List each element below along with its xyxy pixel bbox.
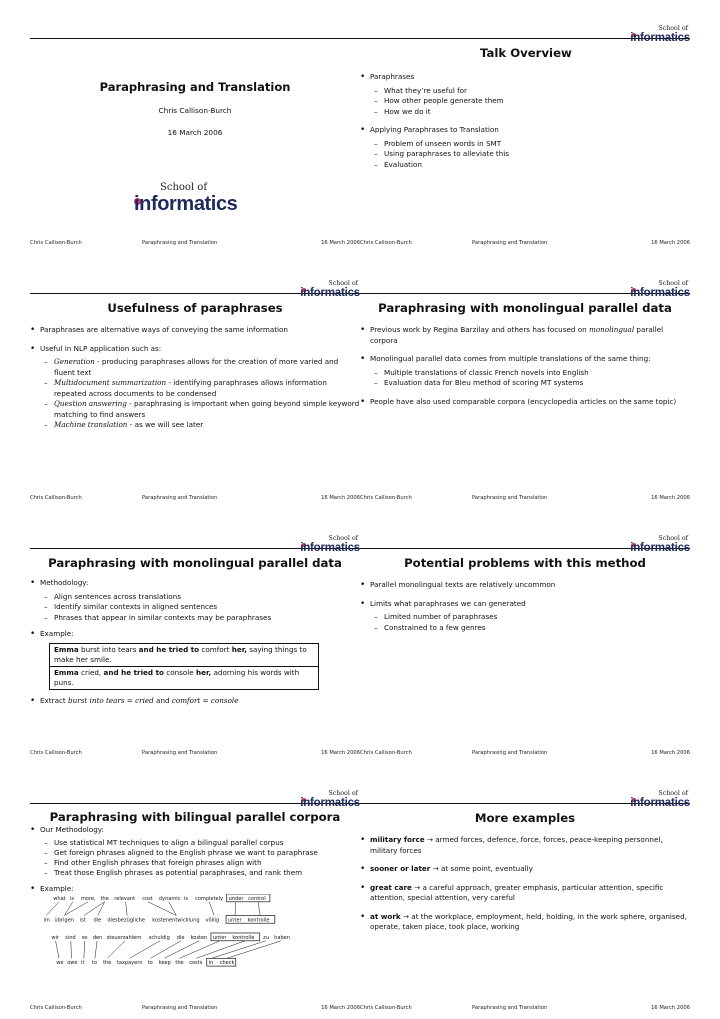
slide-overview: School of informatics Talk Overview • Paraphrases – What they’re useful for – How other people generate them – How we do it • Applying Paraphrases to Translation – Problem of unseen words in SMT – Using paraphrases to alleviate this – Evaluation Chris Callison-Burch Paraphrasing and Translation 16 March 2006 xyxy=(360,22,690,257)
alignment-word: to xyxy=(92,960,98,967)
slide-title: Paraphrasing and Translation Chris Callison-Burch 16 March 2006 School of informatics Chris Callison-Burch Paraphrasing and Translation 16 March 2006 xyxy=(30,22,360,257)
alignment-word: control xyxy=(248,895,266,902)
alignment-link xyxy=(164,941,199,959)
alignment-link xyxy=(126,902,128,916)
alignment-link xyxy=(64,902,88,916)
title-slide-author: Chris Callison-Burch xyxy=(158,106,232,115)
alignment-word: costs xyxy=(189,960,203,967)
example-box: Emma burst into tears and he tried to comfort her, saying things to make her smile. Emma cried, and he tried to console her, adorning his words with puns. xyxy=(49,643,319,690)
alignment-link xyxy=(209,902,214,916)
slide-monolingual: School of informatics Paraphrasing with monolingual parallel data • Previous work by Regina Barzilay and others has focused on monolingual parallel corpora • Monolingual parallel data comes from multiple translations of the same thing: – Multiple translations of classic French novels into English – Evaluation data for Bleu method of scoring MT systems • People have also used comparable corpora (encyclopedia articles on the same topic) Chris Callison-Burch Paraphrasing and Translation 16 March 2006 xyxy=(360,277,690,512)
alignment-word: relevant xyxy=(114,895,136,902)
alignment-word: more, xyxy=(80,895,96,902)
informatics-logo: School of informatics xyxy=(300,280,360,299)
alignment-link xyxy=(258,902,260,916)
alignment-word: diesbezügliche xyxy=(107,917,145,924)
slide-heading: Potential problems with this method xyxy=(404,556,646,570)
alignment-link xyxy=(95,941,97,959)
alignment-word: im xyxy=(43,917,50,924)
alignment-link xyxy=(148,902,176,916)
informatics-logo: School of informatics xyxy=(630,790,690,809)
slide-heading: Talk Overview xyxy=(480,46,572,60)
alignment-word: übrigen xyxy=(54,917,74,924)
informatics-logo: School of informatics xyxy=(300,790,360,809)
slide-heading: Paraphrasing with monolingual parallel data xyxy=(378,301,672,315)
alignment-word: check xyxy=(219,960,235,967)
slide-heading: More examples xyxy=(474,811,576,825)
alignment-link xyxy=(227,941,281,959)
word-alignment-figure xyxy=(28,894,328,970)
slide-more-examples: School of informatics More examples • military force → armed forces, defence, force, forces, peace-keeping personnel, military forces • sooner or later → at some point, eventually • great care → a careful approach, greater emphasis, particular attention, specific attention, special attention, very careful • at work → at the workplace, employment, held, holding, in the work sphere, organised, operate, taken place, took place, working Chris Callison-Burch Paraphrasing and Translation 16 March 2006 xyxy=(360,787,690,1019)
alignment-word: unter xyxy=(227,917,242,924)
alignment-word: schuldig xyxy=(148,934,170,941)
alignment-word: es xyxy=(81,934,88,941)
alignment-word: what xyxy=(53,895,66,902)
alignment-word: keep xyxy=(158,960,171,967)
alignment-word: it xyxy=(81,960,85,967)
alignment-link xyxy=(84,902,105,916)
alignment-word: is xyxy=(69,895,74,902)
alignment-link xyxy=(64,902,72,916)
title-slide-date: 16 March 2006 xyxy=(167,128,223,137)
informatics-logo-large: School of informatics xyxy=(134,182,238,215)
alignment-link xyxy=(180,941,220,959)
slide-usefulness: School of informatics Usefulness of paraphrases • Paraphrases are alternative ways of conveying the same information • Useful in NLP application such as: – Generation - producing paraphrases allows for the creation of more varied and fluent text – Multidocument summarization - identifying paraphrases allows information repeated across documents to be condensed – Question answering - paraphrasing is important when going beyond simple keyword matching to find answers – Machine translation - as we will see later Chris Callison-Burch Paraphrasing and Translation 16 March 2006 xyxy=(30,277,360,512)
alignment-word: haben xyxy=(274,934,290,941)
alignment-word: kontrolle xyxy=(232,934,255,941)
alignment-word: to xyxy=(147,960,153,967)
alignment-link xyxy=(196,941,245,959)
slide-bilingual: School of informatics Paraphrasing with bilingual parallel corpora • Our Methodology: – Use statistical MT techniques to align a bilingual parallel corpus – Get foreign phrases aligned to the English phrase we want to paraphrase – Find other English phrases that foreign phrases align with – Treat those English phrases as potential paraphrases, and rank them • Example: what is more, the relevant cost dynamic is completely under control im übrigen ist die diesbezügliche kostenentwicklung völlig unter kontrolle wir sind es den steuerzahlern schuldig die kosten unter kontrolle zu haben we owe it to the taxpayers to keep the costs in check Chris Callison-Burch Paraphrasing and Translation 16 March 2006 xyxy=(30,787,360,1019)
alignment-word: unter xyxy=(212,934,227,941)
informatics-logo: School of informatics xyxy=(630,280,690,299)
alignment-word: zu xyxy=(263,934,270,941)
alignment-word: the xyxy=(100,895,109,902)
alignment-link xyxy=(235,902,236,916)
alignment-word: we xyxy=(56,960,64,967)
alignment-link xyxy=(46,902,59,916)
alignment-link xyxy=(56,941,59,959)
alignment-word: völlig xyxy=(205,917,220,924)
informatics-logo: School of informatics xyxy=(300,535,360,554)
alignment-word: ist xyxy=(79,917,86,924)
alignment-word: die xyxy=(176,934,185,941)
slide-heading: Paraphrasing with monolingual parallel data xyxy=(48,556,342,570)
alignment-word: in xyxy=(208,960,214,967)
alignment-word: kostenentwicklung xyxy=(152,917,200,924)
alignment-word: taxpayers xyxy=(116,960,143,967)
alignment-link xyxy=(212,941,266,959)
informatics-logo: School of informatics xyxy=(630,535,690,554)
alignment-word: kontrolle xyxy=(247,917,270,924)
alignment-word: den xyxy=(92,934,103,941)
alignment-word: owe xyxy=(67,960,78,967)
alignment-word: the xyxy=(175,960,184,967)
informatics-logo: School of informatics xyxy=(630,25,690,44)
slide-problems: School of informatics Potential problems with this method • Parallel monolingual texts are relatively uncommon • Limits what paraphrases we can generated – Limited number of paraphrases – Constrained to a few genres Chris Callison-Burch Paraphrasing and Translation 16 March 2006 xyxy=(360,532,690,767)
alignment-word: wir xyxy=(51,934,59,941)
title-slide-title: Paraphrasing and Translation xyxy=(99,80,291,94)
alignment-word: dynamic xyxy=(158,895,181,902)
slide-heading: Usefulness of paraphrases xyxy=(107,301,283,315)
slide-rule xyxy=(30,38,360,39)
alignment-link xyxy=(107,941,125,959)
alignment-link xyxy=(84,941,85,959)
alignment-word: is xyxy=(184,895,189,902)
alignment-word: steuerzahlern xyxy=(106,934,142,941)
alignment-word: sind xyxy=(65,934,76,941)
alignment-word: kosten xyxy=(190,934,208,941)
slide-methodology: School of informatics Paraphrasing with monolingual parallel data • Methodology: – Align sentences across translations – Identify similar contexts in aligned sentences – Phrases that appear in similar contexts may be paraphrases • Example: Emma burst into tears and he tried to comfort her, saying things to make her smile. Emma cried, and he tried to console her, adorning his words with puns. • Extract burst into tears = cried and comfort = console Chris Callison-Burch Paraphrasing and Translation 16 March 2006 xyxy=(30,532,360,767)
slide-heading: Paraphrasing with bilingual parallel corpora xyxy=(49,810,341,824)
alignment-word: die xyxy=(93,917,102,924)
alignment-word: under xyxy=(228,895,244,902)
alignment-link xyxy=(71,941,72,959)
alignment-word: completely xyxy=(195,895,224,902)
alignment-word: cost xyxy=(142,895,153,902)
alignment-word: the xyxy=(103,960,112,967)
